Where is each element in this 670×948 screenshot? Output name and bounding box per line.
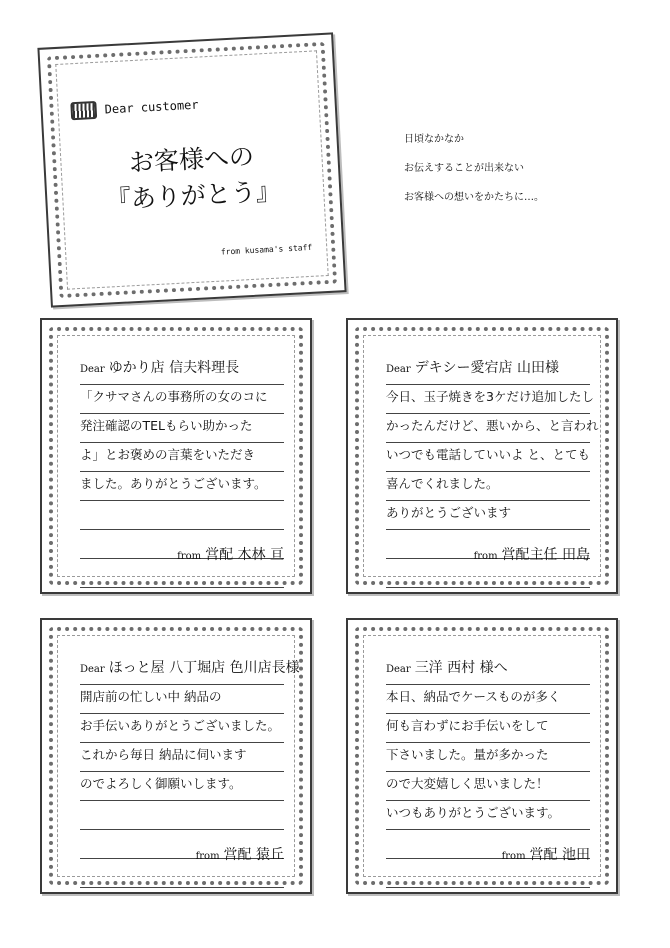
intro-line-1: 日頃なかなか [404, 134, 464, 145]
note-line: 今日、玉子焼きを3ケだけ追加したし [386, 389, 594, 404]
title-line-2: 『ありがとう』 [105, 176, 282, 215]
signature-name: 営配 池田 [529, 847, 590, 863]
note-line: ありがとうございます [386, 505, 512, 520]
note-signature [196, 844, 284, 864]
note-recipient [80, 356, 290, 385]
from-label: from [177, 551, 202, 562]
title-card-from: from kusama's staff [220, 242, 313, 257]
note-line: 何も言わずにお手伝いをして [386, 718, 549, 733]
note-line: ました。ありがとうございます。 [80, 476, 267, 491]
note-content [386, 356, 599, 530]
recipient-name: デキシー愛宕店 山田様 [414, 360, 559, 376]
intro-line-3: お客様への想いをかたちに…。 [404, 192, 544, 203]
recipient-name: ゆかり店 信夫料理長 [108, 360, 240, 376]
from-label: from [195, 851, 220, 862]
thank-you-note-3 [40, 618, 312, 894]
note-recipient [80, 656, 300, 685]
company-logo-icon [70, 101, 97, 120]
recipient-name: 三洋 西村 様へ [414, 660, 508, 676]
thank-you-note-2 [346, 318, 618, 594]
note-line: ので大変嬉しく思いました！ [386, 776, 549, 791]
note-line: 喜んでくれました。 [386, 476, 499, 491]
thank-you-note-4 [346, 618, 618, 894]
note-recipient [386, 656, 596, 685]
title-line-1: お客様への [128, 141, 255, 178]
dear-label: Dear [386, 364, 411, 375]
note-line: 本日、納品でケースものが多く [386, 689, 561, 704]
note-line: 下さいました。量が多かった [386, 747, 549, 762]
signature-name: 営配主任 田島 [501, 547, 590, 563]
note-content [80, 656, 300, 801]
note-recipient [386, 356, 596, 385]
dear-label: Dear [80, 364, 105, 375]
thank-you-note-1 [40, 318, 312, 594]
note-line: お手伝いありがとうございました。 [80, 718, 281, 733]
signature-name: 営配 木林 亘 [205, 547, 284, 563]
title-card [37, 32, 346, 307]
note-line: いつでも電話していいよ と、とても [386, 447, 590, 462]
from-label: from [501, 851, 526, 862]
note-content [386, 656, 596, 830]
note-line: これから毎日 納品に伺います [80, 747, 247, 762]
note-signature [502, 844, 590, 864]
intro-text [404, 130, 544, 217]
note-line: よ」とお褒めの言葉をいただき [80, 447, 256, 462]
note-line: のでよろしく御願いします。 [80, 776, 242, 791]
note-line: 開店前の忙しい中 納品の [80, 689, 222, 704]
from-label: from [473, 551, 498, 562]
note-line: いつもありがとうございます。 [386, 805, 561, 820]
note-line: かったんだけど、悪いから、と言われ [386, 418, 599, 433]
intro-line-2: お伝えすることが出来ない [404, 163, 524, 174]
title-card-dear-row [70, 96, 199, 121]
title-card-heading [45, 134, 340, 221]
note-content [80, 356, 290, 501]
note-line: 「クサマさんの事務所の女のコに [80, 389, 268, 404]
note-signature [474, 544, 590, 564]
recipient-name: ほっと屋 八丁堀店 色川店長様 [108, 660, 300, 676]
dear-label: Dear [386, 664, 411, 675]
dear-label: Dear [80, 664, 105, 675]
title-card-dear: Dear customer [104, 97, 199, 117]
signature-name: 営配 猿丘 [223, 847, 284, 863]
note-signature [177, 544, 284, 564]
note-line: 発注確認のTELもらい助かった [80, 418, 253, 433]
